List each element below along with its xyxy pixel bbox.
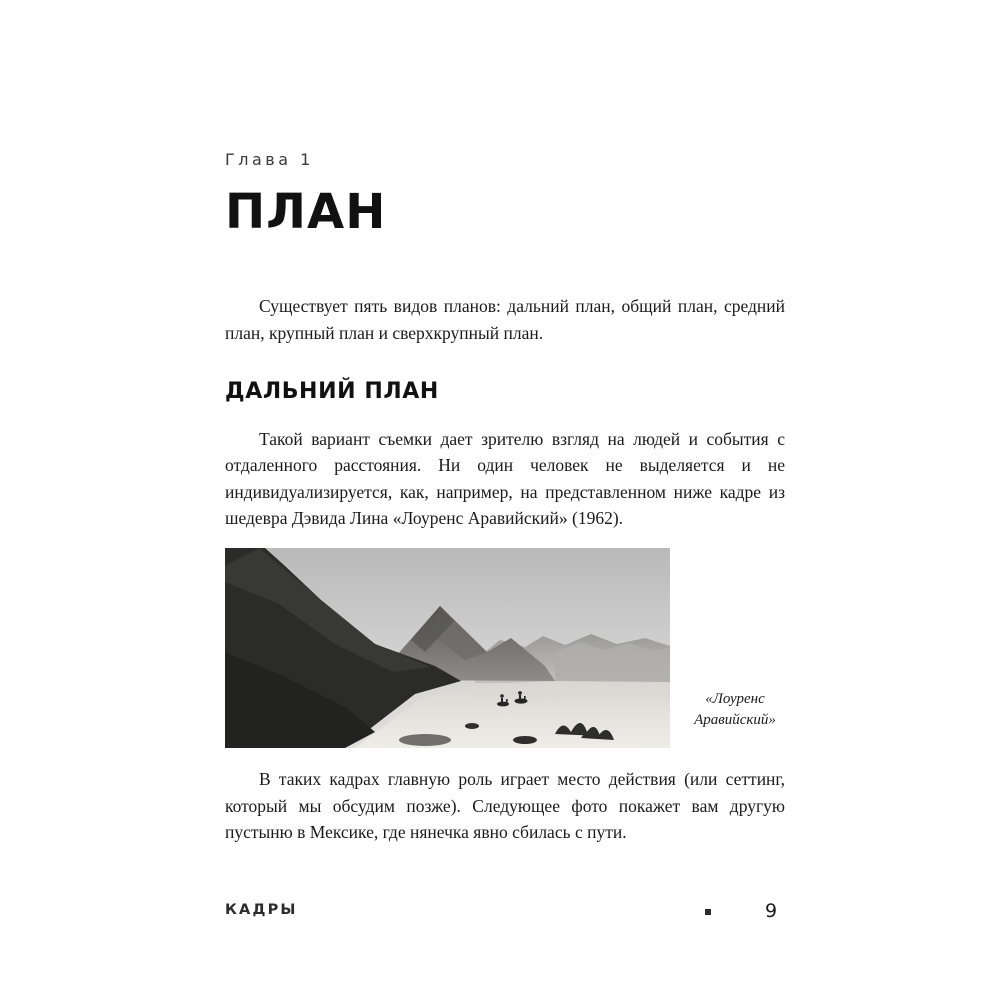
section-paragraph-2: В таких кадрах главную роль играет место действия (или сеттинг, который мы обсудим позже). Следующее фото покажет вам другую пустыню в Мексике, где нянечка явно сбилась с пути. [225,768,785,843]
page-title: ПЛАН [225,184,387,240]
section-paragraph-1: Такой вариант съемки дает зрителю взгляд на людей и события с отдаленного расстояния. Ни один человек не выделяется и не индивидуализируется, как, например, на представленном ниже кадре из шедевра Дэвида Лина «Лоуренс Аравийский» (1962). [225,428,785,529]
chapter-label: Глава 1 [225,150,314,169]
figure-image [225,548,670,748]
footer-separator-icon [705,909,711,915]
section-heading: ДАЛЬНИЙ ПЛАН [225,378,439,404]
page-content [225,150,785,862]
page-footer [225,902,785,922]
footer-book-title: КАДРЫ [225,902,298,918]
footer-page-number: 9 [765,900,778,922]
figure [225,548,785,748]
desert-photo-graphic [225,548,670,748]
intro-paragraph: Существует пять видов планов: дальний план, общий план, средний план, крупный план и сверхкрупный план. [225,296,785,343]
figure-caption: «Лоуренс Аравийский» [694,691,776,728]
